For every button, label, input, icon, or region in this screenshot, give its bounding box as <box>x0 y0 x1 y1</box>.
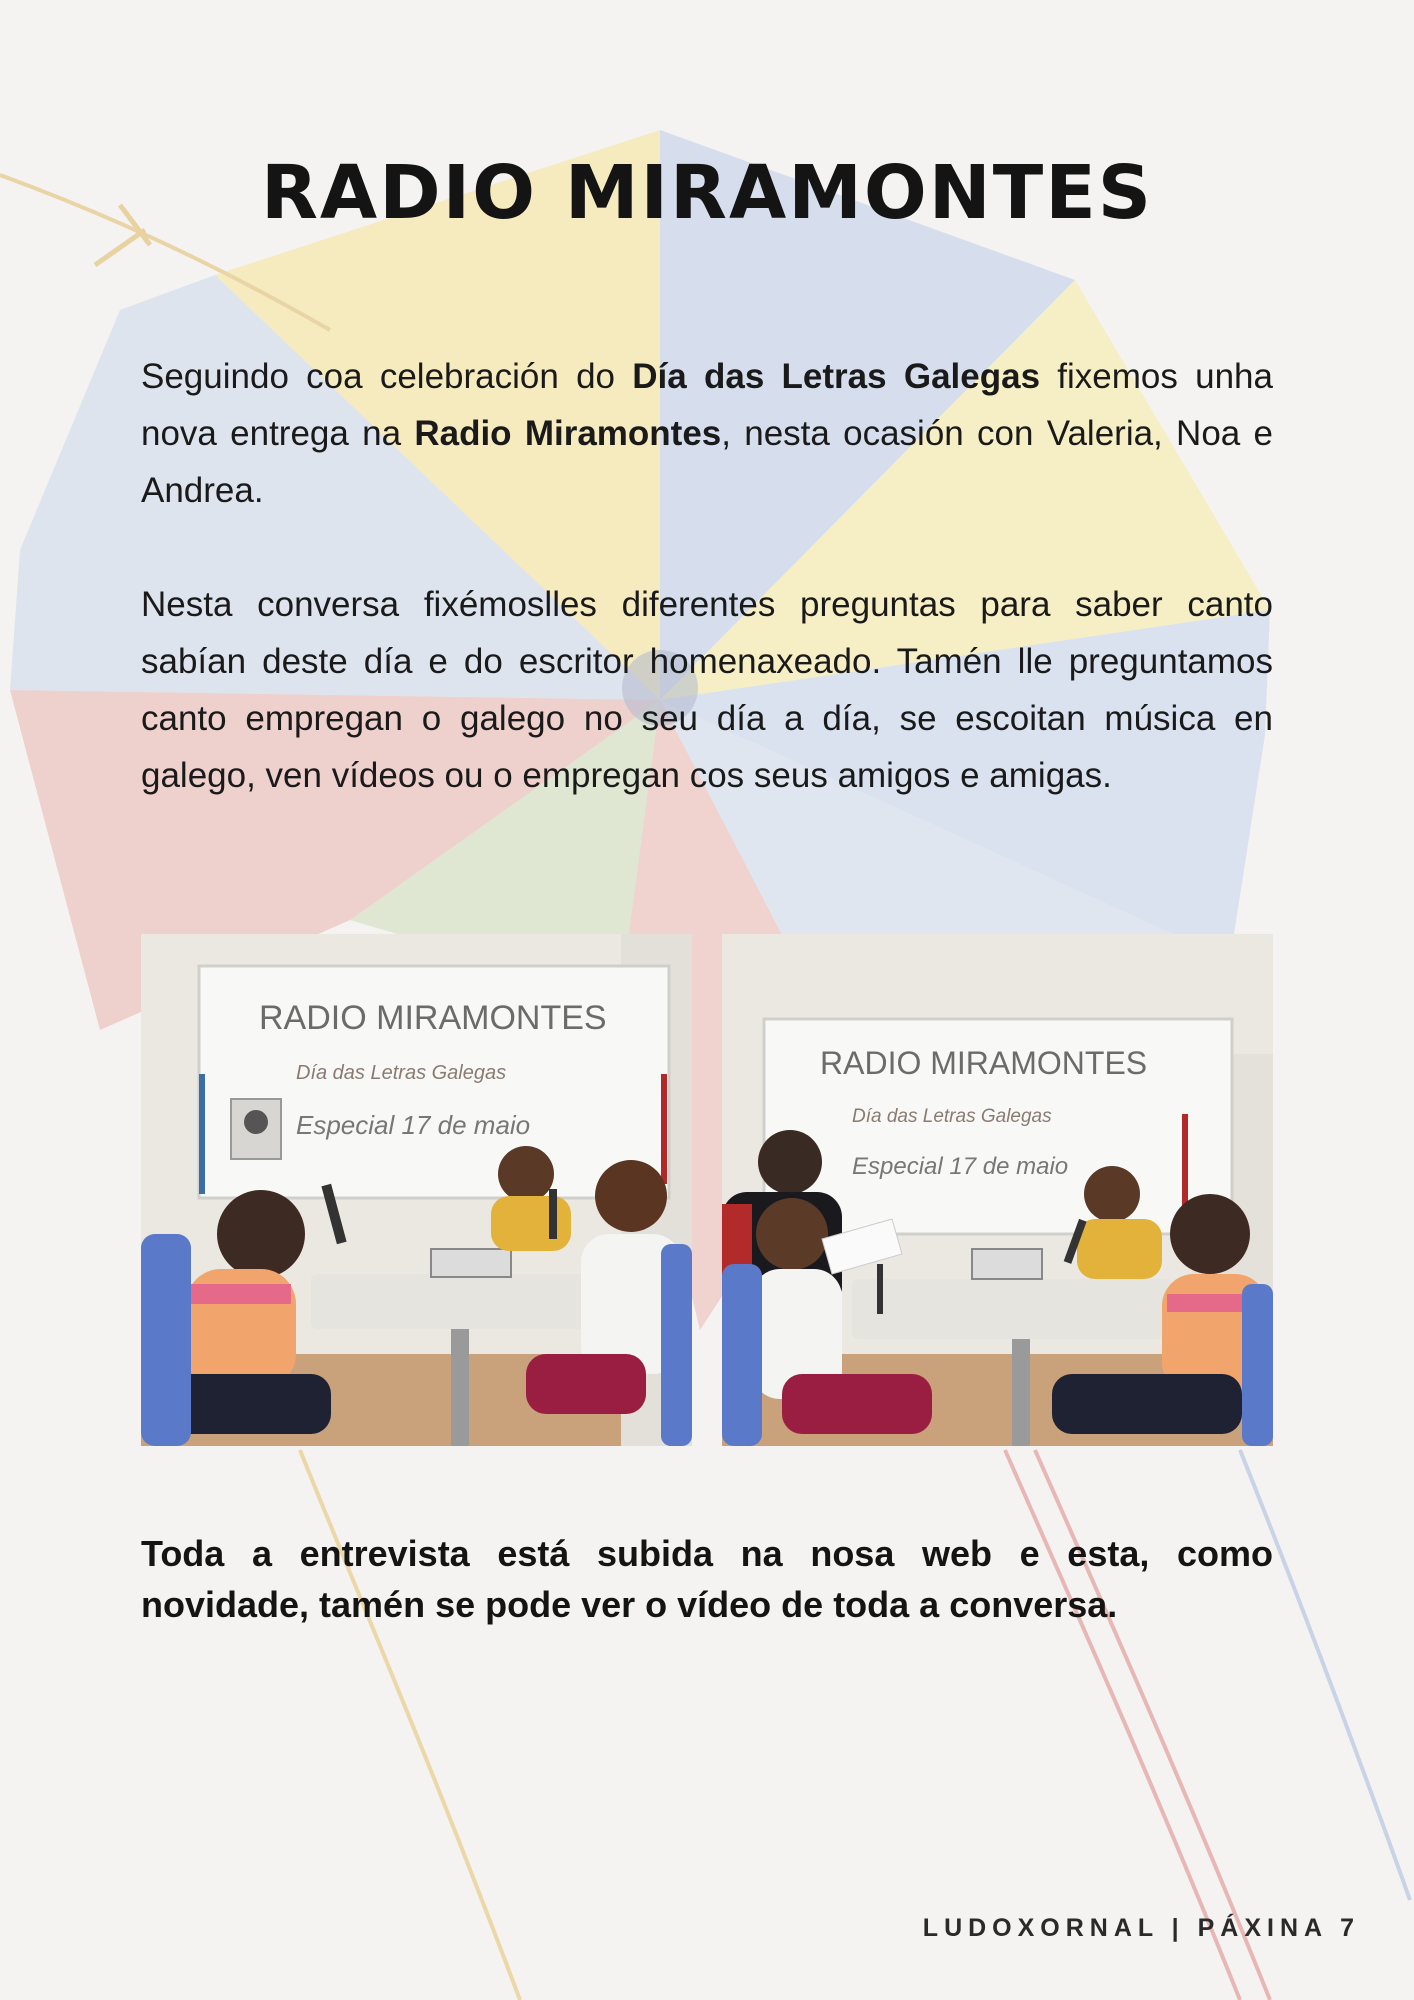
photo-left <box>141 934 692 1446</box>
intro-bold-1: Día das Letras Galegas <box>632 357 1041 396</box>
photo-right-scene <box>722 934 1273 1446</box>
closing-note: Toda a entrevista está subida na nosa web e esta, como novidade, tamén se pode ver o vídeo de toda a conversa. <box>141 1533 1273 1625</box>
page-footer: LUDOXORNAL | PÁXINA 7 <box>922 1914 1360 1942</box>
board-line2-right: Día das Letras Galegas <box>852 1106 1052 1127</box>
photo-right <box>722 934 1273 1446</box>
board-title-right: RADIO MIRAMONTES <box>820 1045 1148 1081</box>
intro-text-2: fixemos unha nova entrega na <box>141 357 1273 453</box>
intro-text-3: , nesta ocasión con Valeria, Noa e Andrea. <box>141 414 1273 510</box>
intro-paragraph <box>141 348 1273 519</box>
photo-left-scene <box>141 934 692 1446</box>
board-line3-right: Especial 17 de maio <box>852 1153 1069 1180</box>
page-title: RADIO MIRAMONTES <box>260 150 1154 236</box>
board-title-left: RADIO MIRAMONTES <box>259 999 607 1037</box>
board-line2-left: Día das Letras Galegas <box>296 1062 507 1084</box>
intro-bold-2: Radio Miramontes <box>414 414 722 453</box>
board-line3-left: Especial 17 de maio <box>296 1110 531 1140</box>
intro-text-1: Seguindo coa celebración do <box>141 357 633 396</box>
conversation-paragraph: Nesta conversa fixémoslles diferentes preguntas para saber canto sabían deste día e do escritor homenaxeado. Tamén lle preguntamos canto empregan o galego no seu día a día, se escoitan música en galego, ven vídeos ou o empregan cos seus amigos e amigas. <box>141 585 1273 795</box>
